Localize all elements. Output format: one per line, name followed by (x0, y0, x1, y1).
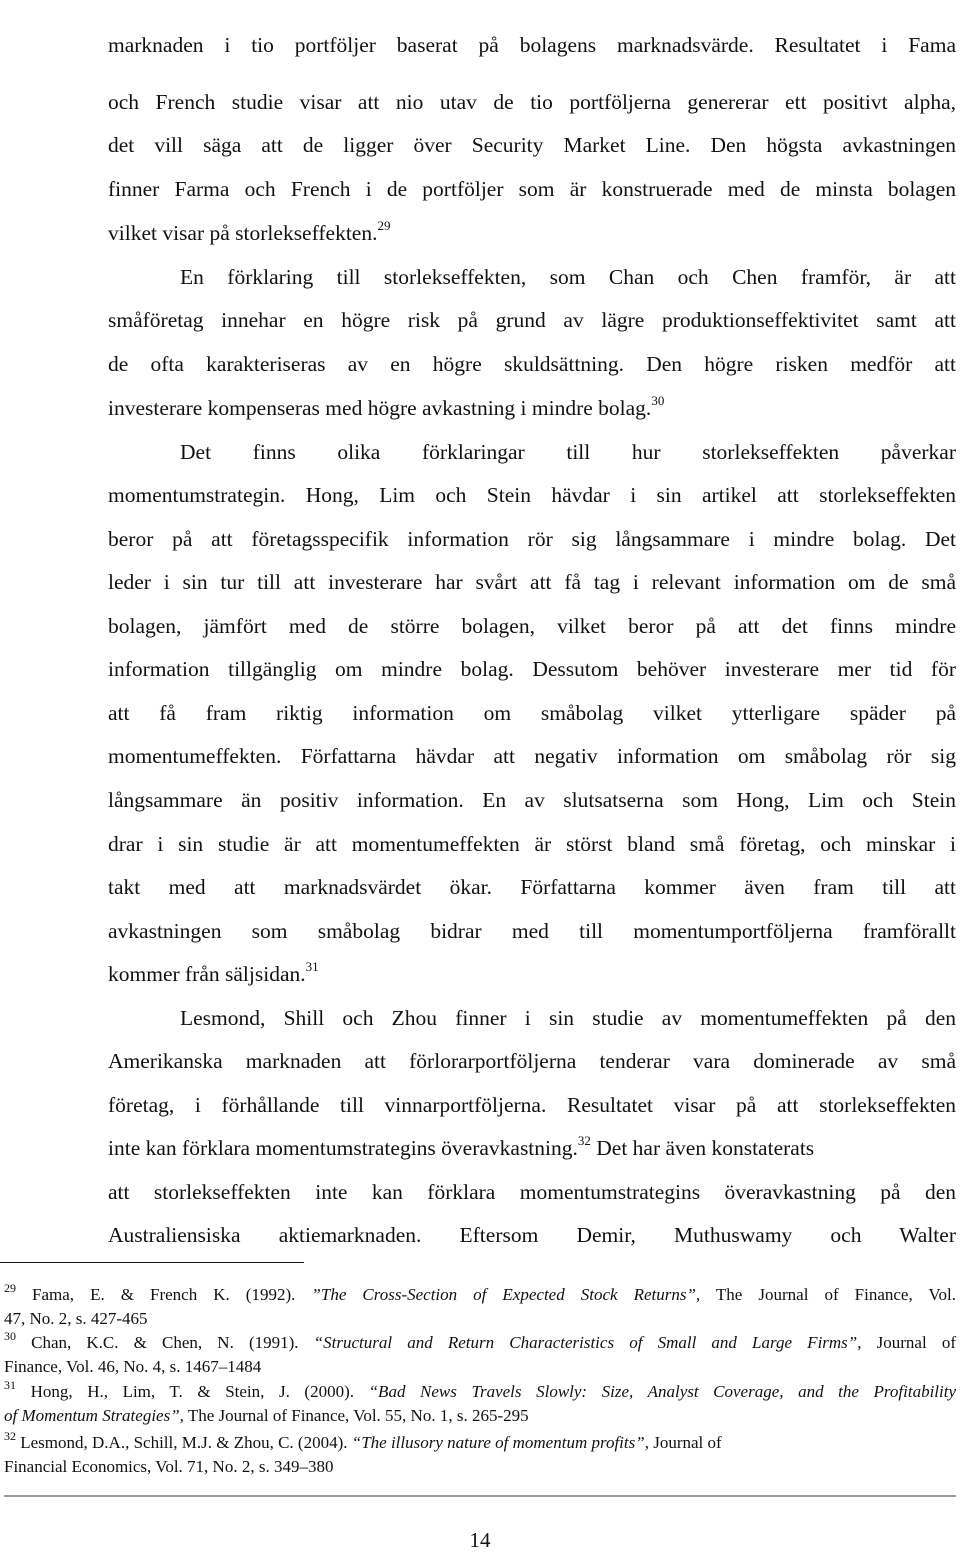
body-line: information tillgänglig om mindre bolag. Dessutom behöver investerare mer tid för (108, 657, 956, 681)
footnote-ref: 31 (305, 958, 319, 974)
body-line: beror på att företagsspecifik information rör sig långsammare i mindre bolag. Det (108, 527, 956, 551)
footnote-32: $^{32}$ Lesmond, D.A., Schill, M.J. & Zhou, C. (2004). “The illusory nature of momentum profits”, Journal of (4, 1429, 722, 1452)
body-line: det vill säga att de ligger över Security Market Line. Den högsta avkastningen (108, 133, 956, 157)
body-line: avkastningen som småbolag bidrar med till momentumportföljerna framförallt (108, 919, 956, 943)
footnote-32-cont: Financial Economics, Vol. 71, No. 2, s. 349–380 (4, 1457, 334, 1476)
body-line: långsammare än positiv information. En av slutsatserna som Hong, Lim och Stein (108, 788, 956, 812)
footnote-ref: 30 (651, 392, 665, 408)
footnote-30: $^{30}$ Chan, K.C. & Chen, N. (1991). “Structural and Return Characteristics of Small and Large Firms”, Journal of (4, 1329, 956, 1352)
footnote-separator (0, 1262, 304, 1263)
page-number: 14 (469, 1528, 491, 1552)
body-line: momentumeffekten. Författarna hävdar att negativ information om småbolag rör sig (108, 744, 956, 768)
body-line: drar i sin studie är att momentumeffekten är störst bland små företag, och minskar i (108, 832, 956, 856)
footnote-30-cont: Finance, Vol. 46, No. 4, s. 1467–1484 (4, 1357, 262, 1376)
body-line: leder i sin tur till att investerare har svårt att få tag i relevant information om de små (108, 570, 956, 594)
paragraph-start: Lesmond, Shill och Zhou finner i sin studie av momentumeffekten på den (180, 1006, 956, 1030)
paragraph-start: En förklaring till storlekseffekten, som Chan och Chen framför, är att (180, 265, 956, 289)
body-line: bolagen, jämfört med de större bolagen, vilket beror på att det finns mindre (108, 614, 956, 638)
body-line: finner Farma och French i de portföljer som är konstruerade med de minsta bolagen (108, 177, 956, 201)
body-line: marknaden i tio portföljer baserat på bolagens marknadsvärde. Resultatet i Fama (108, 33, 956, 57)
body-line: inte kan förklara momentumstrategins överavkastning.$^{32}$ Det har även konstaterats (108, 1132, 815, 1160)
body-line: att storlekseffekten inte kan förklara momentumstrategins överavkastning på den (108, 1180, 956, 1204)
paragraph-start: Det finns olika förklaringar till hur storlekseffekten påverkar (180, 440, 956, 464)
body-line: småföretag innehar en högre risk på grund av lägre produktionseffektivitet samt att (108, 308, 956, 332)
page-bottom-rule (4, 1495, 956, 1497)
body-line: vilket visar på storlekseffekten.$^{29}$ (108, 217, 391, 245)
footnote-ref: 32 (577, 1132, 591, 1148)
body-line: Australiensiska aktiemarknaden. Eftersom Demir, Muthuswamy och Walter (108, 1223, 956, 1247)
footnote-ref: 29 (377, 217, 391, 233)
body-line: takt med att marknadsvärdet ökar. Författarna kommer även fram till att (108, 875, 956, 899)
body-line: de ofta karakteriseras av en högre skuldsättning. Den högre risken medför att (108, 352, 956, 376)
body-line: att få fram riktig information om småbolag vilket ytterligare späder på (108, 701, 956, 725)
body-line: Amerikanska marknaden att förlorarportföljerna tenderar vara dominerade av små (108, 1049, 956, 1073)
footnote-31: $^{31}$ Hong, H., Lim, T. & Stein, J. (2000). “Bad News Travels Slowly: Size, Analyst Coverage, and the Profitability (4, 1378, 957, 1401)
footnote-31-cont: of Momentum Strategies”, The Journal of Finance, Vol. 55, No. 1, s. 265-295 (4, 1406, 529, 1425)
body-line: investerare kompenseras med högre avkastning i mindre bolag.$^{30}$ (108, 392, 665, 420)
body-line: kommer från säljsidan.$^{31}$ (108, 958, 319, 986)
body-line: och French studie visar att nio utav de tio portföljerna genererar ett positivt alpha, (108, 90, 956, 114)
body-line: företag, i förhållande till vinnarportföljerna. Resultatet visar på att storlekseffekten (108, 1093, 956, 1117)
footnote-29-cont: 47, No. 2, s. 427-465 (4, 1309, 148, 1328)
body-line: momentumstrategin. Hong, Lim och Stein hävdar i sin artikel att storlekseffekten (108, 483, 956, 507)
footnote-29: $^{29}$ Fama, E. & French K. (1992). ”The Cross-Section of Expected Stock Returns”, The Journal of Finance, Vol. (4, 1281, 956, 1304)
